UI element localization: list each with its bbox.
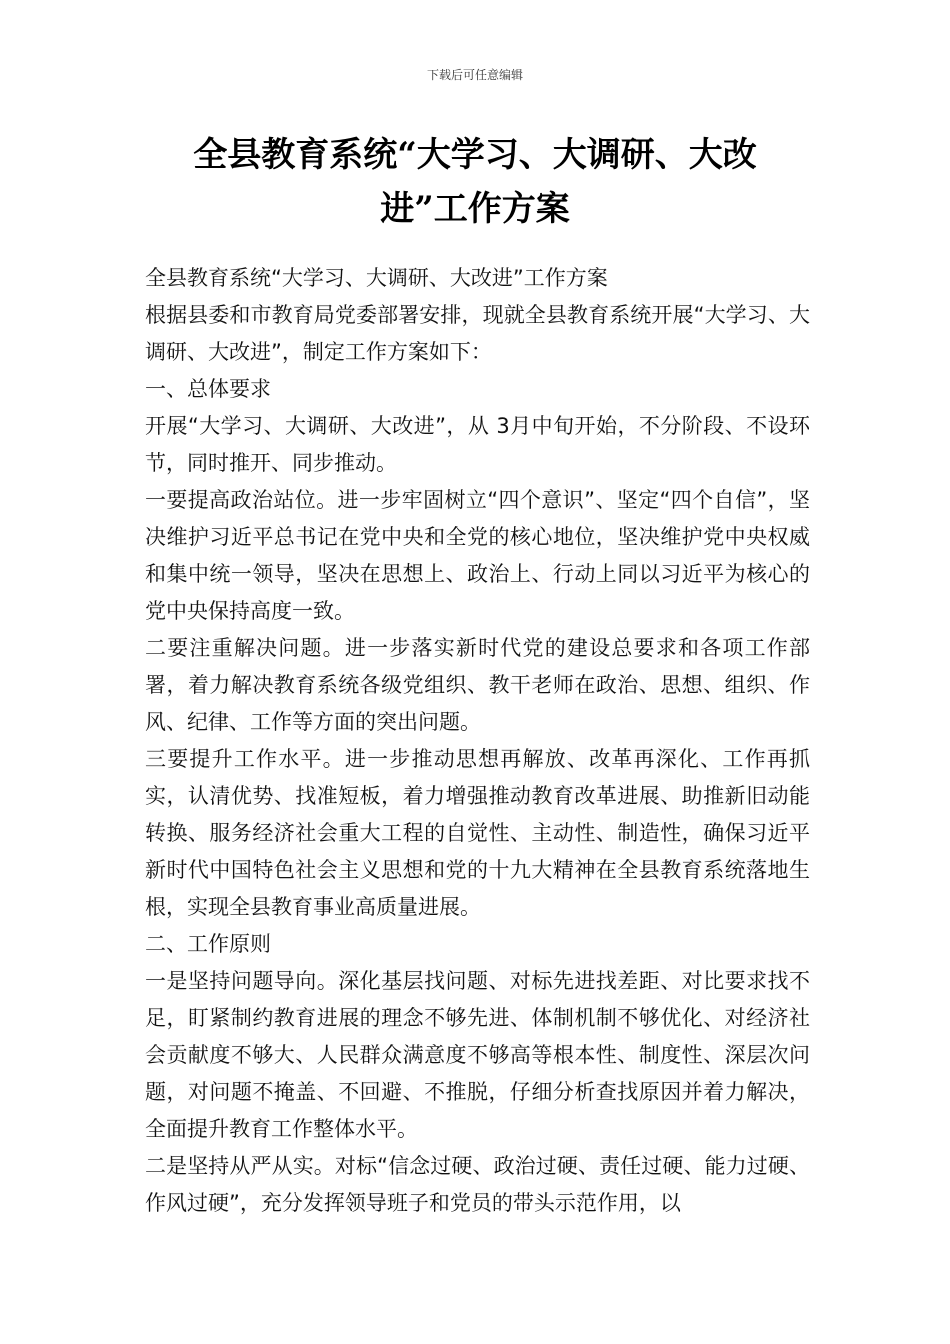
paragraph-intro: 根据县委和市教育局党委部署安排，现就全县教育系统开展“大学习、大调研、大改进”，制定工作方案如下： xyxy=(145,303,810,364)
paragraph: 三要提升工作水平。进一步推动思想再解放、改革再深化、工作再抓实，认清优势、找准短板，着力增强推动教育改革进展、助推新旧动能转换、服务经济社会重大工程的自觉性、主动性、制造性，确保习近平新时代中国特色社会主义思想和党的十九大精神在全县教育系统落地生根，实现全县教育事业高质量进展。 xyxy=(145,747,810,919)
paragraph: 一要提高政治站位。进一步牢固树立“四个意识”、坚定“四个自信”，坚决维护习近平总书记在党中央和全党的核心地位，坚决维护党中央权威和集中统一领导，坚决在思想上、政治上、行动上同以习近平为核心的党中央保持高度一致。 xyxy=(145,488,810,623)
title-line-2: 进”工作方案 xyxy=(380,189,570,229)
title-line-1: 全县教育系统“大学习、大调研、大改 xyxy=(193,135,757,175)
paragraph: 一是坚持问题导向。深化基层找问题、对标先进找差距、对比要求找不足，盯紧制约教育进展的理念不够先进、体制机制不够优化、对经济社会贡献度不够大、人民群众满意度不够高等根本性、制度性、深层次问题，对问题不掩盖、不回避、不推脱，仔细分析查找原因并着力解决，全面提升教育工作整体水平。 xyxy=(145,969,810,1141)
section-heading-work-principles: 二、工作原则 xyxy=(145,932,271,956)
paragraph: 开展“大学习、大调研、大改进”，从 3月中旬开始，不分阶段、不设环节，同时推开、同步推动。 xyxy=(145,414,810,475)
section-heading-general-requirements: 一、总体要求 xyxy=(145,377,271,401)
document-title xyxy=(140,128,810,236)
paragraph-subtitle: 全县教育系统“大学习、大调研、大改进”工作方案 xyxy=(145,266,608,290)
paragraph: 二要注重解决问题。进一步落实新时代党的建设总要求和各项工作部署，着力解决教育系统各级党组织、教干老师在政治、思想、组织、作风、纪律、工作等方面的突出问题。 xyxy=(145,636,810,734)
document-body xyxy=(145,260,810,1222)
paragraph: 二是坚持从严从实。对标“信念过硬、政治过硬、责任过硬、能力过硬、作风过硬”，充分发挥领导班子和党员的带头示范作用，以 xyxy=(145,1154,810,1215)
header-note: 下载后可任意编辑 xyxy=(426,68,523,82)
